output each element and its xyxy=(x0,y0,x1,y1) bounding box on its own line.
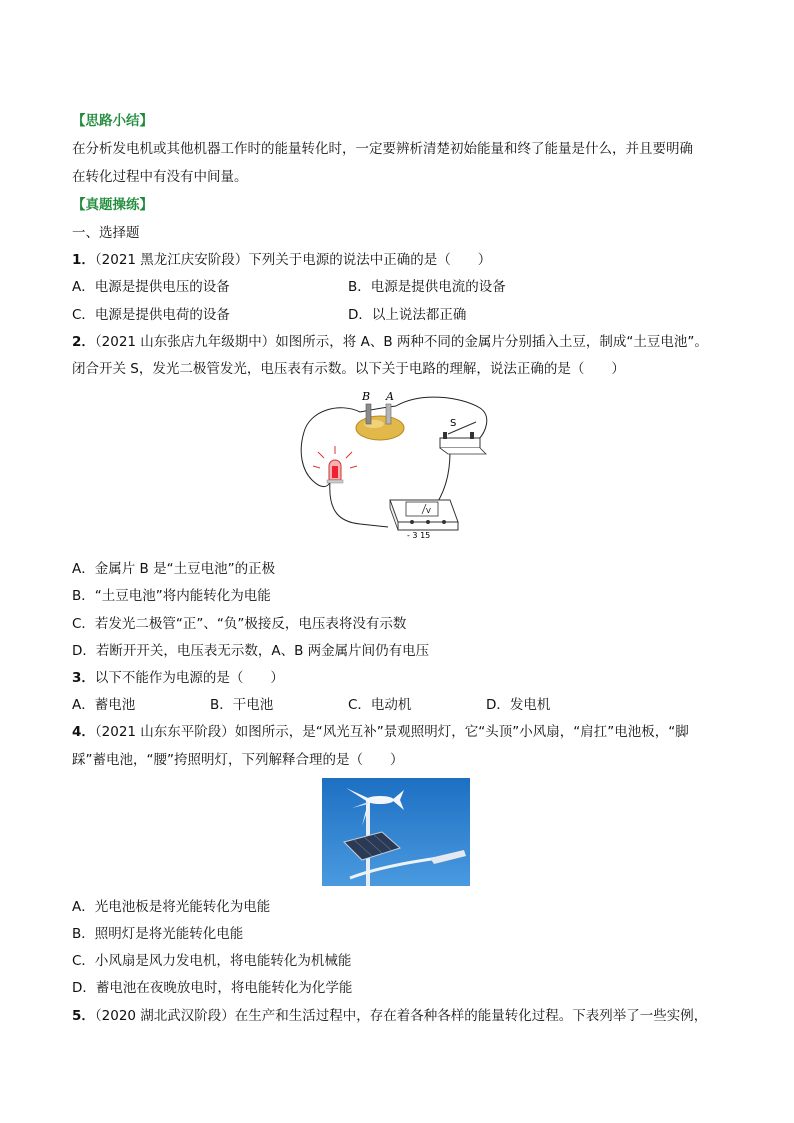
summary-text-line1: 在分析发电机或其他机器工作时的能量转化时，一定要辨析清楚初始能量和终了能量是什么，并且要明确 xyxy=(72,141,693,157)
q2-option-b: B．“土豆电池”将内能转化为电能 xyxy=(72,588,271,604)
summary-text-line2: 在转化过程中有没有中间量。 xyxy=(72,169,248,185)
label-v: V xyxy=(426,507,431,515)
q3-option-c: C．电动机 xyxy=(348,697,412,713)
summary-heading: 【思路小结】 xyxy=(72,113,153,129)
switch-icon xyxy=(440,418,486,454)
question-5 xyxy=(72,1007,707,1025)
potato xyxy=(356,416,404,440)
q1-option-a: A．电源是提供电压的设备 xyxy=(72,279,230,295)
q4-option-c: C．小风扇是风力发电机，将电能转化为机械能 xyxy=(72,953,352,969)
question-2-line2: 闭合开关 S，发光二极管发光，电压表有示数。以下关于电路的理解，说法正确的是（ ） xyxy=(72,361,625,377)
q4-option-d: D．蓄电池在夜晚放电时，将电能转化为化学能 xyxy=(72,980,353,996)
metal-plate-b xyxy=(366,404,371,424)
meter-terminal-labels: - 3 15 xyxy=(407,531,431,540)
question-4 xyxy=(72,723,689,741)
question-stem: 以下不能作为电源的是（ ） xyxy=(94,670,284,686)
label-a: A xyxy=(386,390,394,403)
question-4-line2: 踩”蓄电池，“腰”挎照明灯，下列解释合理的是（ ） xyxy=(72,752,404,768)
question-2 xyxy=(72,333,708,351)
q1-option-b: B．电源是提供电流的设备 xyxy=(348,279,506,295)
q3-option-b: B．干电池 xyxy=(210,697,274,713)
question-1 xyxy=(72,251,491,269)
q4-option-a: A．光电池板是将光能转化为电能 xyxy=(72,899,271,915)
question-stem: （2021 山东东平阶段）如图所示，是“风光互补”景观照明灯，它“头顶”小风扇，“肩扛”电池板，“脚 xyxy=(94,724,689,740)
q3-option-d: D．发电机 xyxy=(486,697,551,713)
q2-option-a: A．金属片 B 是“土豆电池”的正极 xyxy=(72,561,276,577)
wind-solar-lamp-photo xyxy=(322,778,470,886)
question-number: 2． xyxy=(72,334,95,350)
metal-plate-a xyxy=(386,404,391,424)
q3-option-a: A．蓄电池 xyxy=(72,697,136,713)
q2-option-d: D．若断开开关，电压表无示数，A、B 两金属片间仍有电压 xyxy=(72,643,430,659)
question-number: 3． xyxy=(72,670,95,686)
q2-option-c: C．若发光二极管“正”、“负”极接反，电压表将没有示数 xyxy=(72,616,407,632)
voltmeter-icon xyxy=(390,500,458,540)
practice-heading: 【真题操练】 xyxy=(72,197,153,213)
question-3 xyxy=(72,669,284,687)
question-number: 1． xyxy=(72,252,95,268)
label-b: B xyxy=(362,390,371,403)
label-s: S xyxy=(450,418,457,429)
q1-option-d: D．以上说法都正确 xyxy=(348,307,467,323)
led-icon xyxy=(313,446,357,483)
question-number: 5． xyxy=(72,1008,95,1024)
question-stem: （2020 湖北武汉阶段）在生产和生活过程中，存在着各种各样的能量转化过程。下表列举了一些实例， xyxy=(94,1008,708,1024)
question-number: 4． xyxy=(72,724,95,740)
section-title: 一、选择题 xyxy=(72,225,140,241)
potato-battery-circuit-figure xyxy=(300,382,490,550)
question-stem: （2021 黑龙江庆安阶段）下列关于电源的说法中正确的是（ ） xyxy=(94,252,492,268)
q1-option-c: C．电源是提供电荷的设备 xyxy=(72,307,230,323)
q4-option-b: B．照明灯是将光能转化电能 xyxy=(72,926,244,942)
question-stem: （2021 山东张店九年级期中）如图所示，将 A、B 两种不同的金属片分别插入土豆，制成“土豆电池”。 xyxy=(94,334,708,350)
